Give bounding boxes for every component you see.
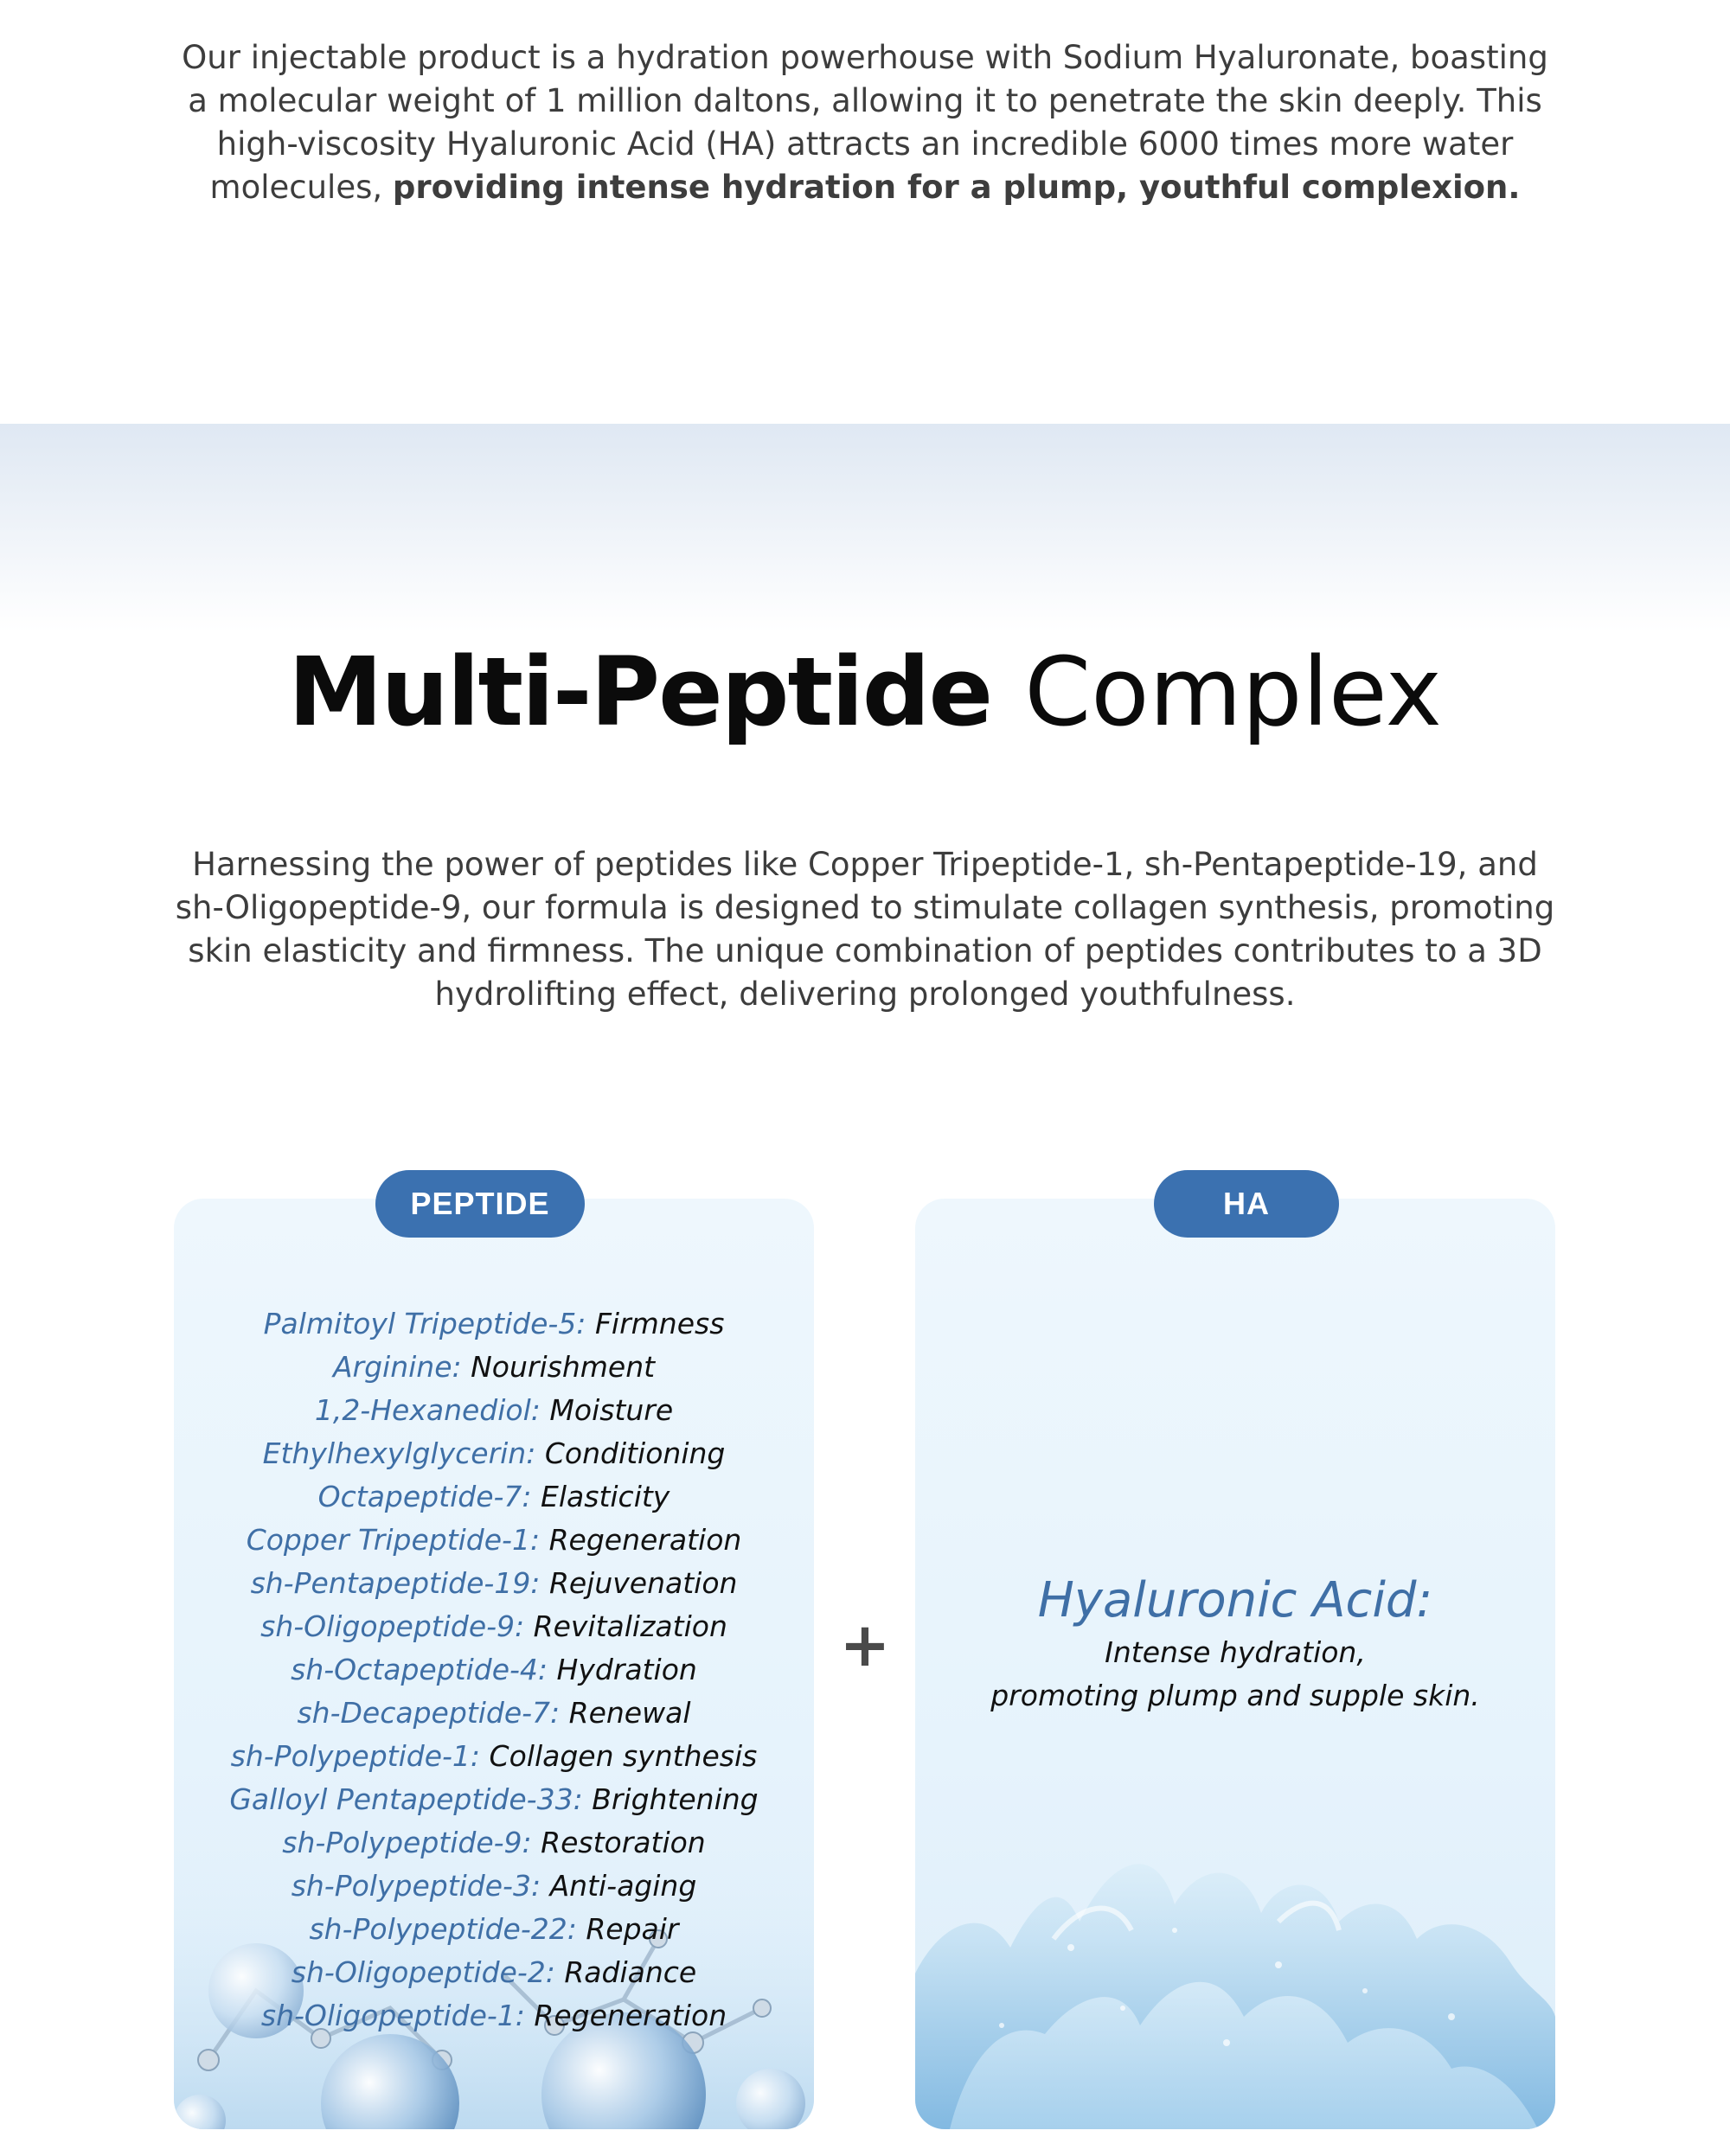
ingredient-effect: Regeneration	[534, 1999, 727, 2032]
ingredient-effect: Restoration	[541, 1826, 706, 1859]
section-title	[0, 636, 1730, 748]
ingredient-name: Galloyl Pentapeptide-33:	[229, 1782, 583, 1816]
intro-paragraph	[173, 36, 1557, 209]
ingredient-effect: Anti-aging	[549, 1869, 697, 1903]
ingredient-name: Copper Tripeptide-1:	[246, 1523, 541, 1557]
ingredient-item	[174, 1994, 814, 2038]
ingredient-name: sh-Polypeptide-1:	[230, 1739, 481, 1773]
gel-splash-illustration	[915, 1844, 1555, 2129]
section-description: Harnessing the power of peptides like Copper Tripeptide-1, sh-Pentapeptide-19, and sh-Oligopeptide-9, our formula is designed to stimulate collagen synthesis, promoting skin elasticity and firmness. The unique combination of peptides contributes to a 3D hydrolifting effect, delivering prolonged youthfulness.	[175, 846, 1555, 1013]
ingredient-item	[174, 1519, 814, 1562]
ingredient-name: sh-Pentapeptide-19:	[250, 1566, 541, 1600]
section-gradient-band	[0, 424, 1730, 631]
ingredient-item	[174, 1778, 814, 1821]
ingredient-item	[174, 1821, 814, 1865]
ingredient-name: Palmitoyl Tripeptide-5:	[263, 1307, 586, 1340]
ingredient-item	[174, 1475, 814, 1519]
ingredient-name: 1,2-Hexanediol:	[314, 1393, 541, 1427]
ingredient-effect: Firmness	[594, 1307, 725, 1340]
ingredient-name: sh-Oligopeptide-2:	[291, 1955, 555, 1989]
intro-text-bold: providing intense hydration for a plump, youthful complexion.	[392, 169, 1521, 206]
ingredient-effect: Collagen synthesis	[489, 1739, 758, 1773]
ingredient-name: sh-Polypeptide-9:	[282, 1826, 532, 1859]
ingredient-name: Octapeptide-7:	[317, 1480, 532, 1513]
ingredient-effect: Hydration	[556, 1653, 697, 1686]
ha-description	[915, 1631, 1555, 1718]
ingredient-item	[174, 1605, 814, 1648]
ingredient-item	[174, 1562, 814, 1605]
ingredient-effect: Nourishment	[471, 1350, 656, 1384]
peptide-badge: PEPTIDE	[375, 1170, 585, 1238]
ha-card	[915, 1199, 1555, 2129]
ingredient-name: sh-Polypeptide-3:	[291, 1869, 541, 1903]
ingredient-name: sh-Oligopeptide-1:	[260, 1999, 525, 2032]
ingredient-effect: Radiance	[564, 1955, 697, 1989]
ha-description-line-1: Intense hydration,	[1105, 1635, 1366, 1669]
intro-text: Our injectable product is a hydration powerhouse with Sodium Hyaluronate, boasting a molecular weight of 1 million daltons, allowing it to penetrate the skin deeply. This high-viscosity Hyaluronic Acid (HA) attracts an incredible 6000 times more water molecules,	[182, 39, 1548, 206]
ingredient-item	[174, 1389, 814, 1432]
plus-sign: +	[839, 1609, 891, 1680]
ingredient-item	[174, 1302, 814, 1346]
ingredient-effect: Elasticity	[541, 1480, 670, 1513]
ingredient-effect: Rejuvenation	[548, 1566, 738, 1600]
ingredient-item	[174, 1692, 814, 1735]
ingredient-item	[174, 1908, 814, 1951]
ingredient-effect: Repair	[586, 1912, 679, 1946]
ingredient-name: sh-Oligopeptide-9:	[260, 1609, 525, 1643]
ingredient-item	[174, 1346, 814, 1389]
ingredient-item	[174, 1951, 814, 1994]
ingredient-name: sh-Decapeptide-7:	[297, 1696, 561, 1730]
ingredient-effect: Brightening	[592, 1782, 759, 1816]
ingredient-effect: Moisture	[549, 1393, 674, 1427]
ingredient-name: Ethylhexylglycerin:	[262, 1436, 536, 1470]
ingredient-effect: Regeneration	[548, 1523, 742, 1557]
ha-description-line-2: promoting plump and supple skin.	[990, 1679, 1480, 1712]
ingredient-name: sh-Octapeptide-4:	[291, 1653, 548, 1686]
ingredient-item	[174, 1865, 814, 1908]
ingredient-name: Arginine:	[332, 1350, 462, 1384]
ingredient-item	[174, 1432, 814, 1475]
ingredient-list	[174, 1302, 814, 2038]
ingredient-item	[174, 1648, 814, 1692]
ingredient-effect: Conditioning	[544, 1436, 726, 1470]
section-title-bold: Multi-Peptide	[288, 637, 992, 747]
peptide-card	[174, 1199, 814, 2129]
ha-title: Hyaluronic Acid:	[1037, 1572, 1433, 1628]
ingredient-item	[174, 1735, 814, 1778]
ha-badge: HA	[1154, 1170, 1339, 1238]
section-title-light: Complex	[1024, 637, 1442, 747]
ingredient-name: sh-Polypeptide-22:	[309, 1912, 577, 1946]
ingredient-effect: Revitalization	[533, 1609, 727, 1643]
ingredient-effect: Renewal	[568, 1696, 691, 1730]
